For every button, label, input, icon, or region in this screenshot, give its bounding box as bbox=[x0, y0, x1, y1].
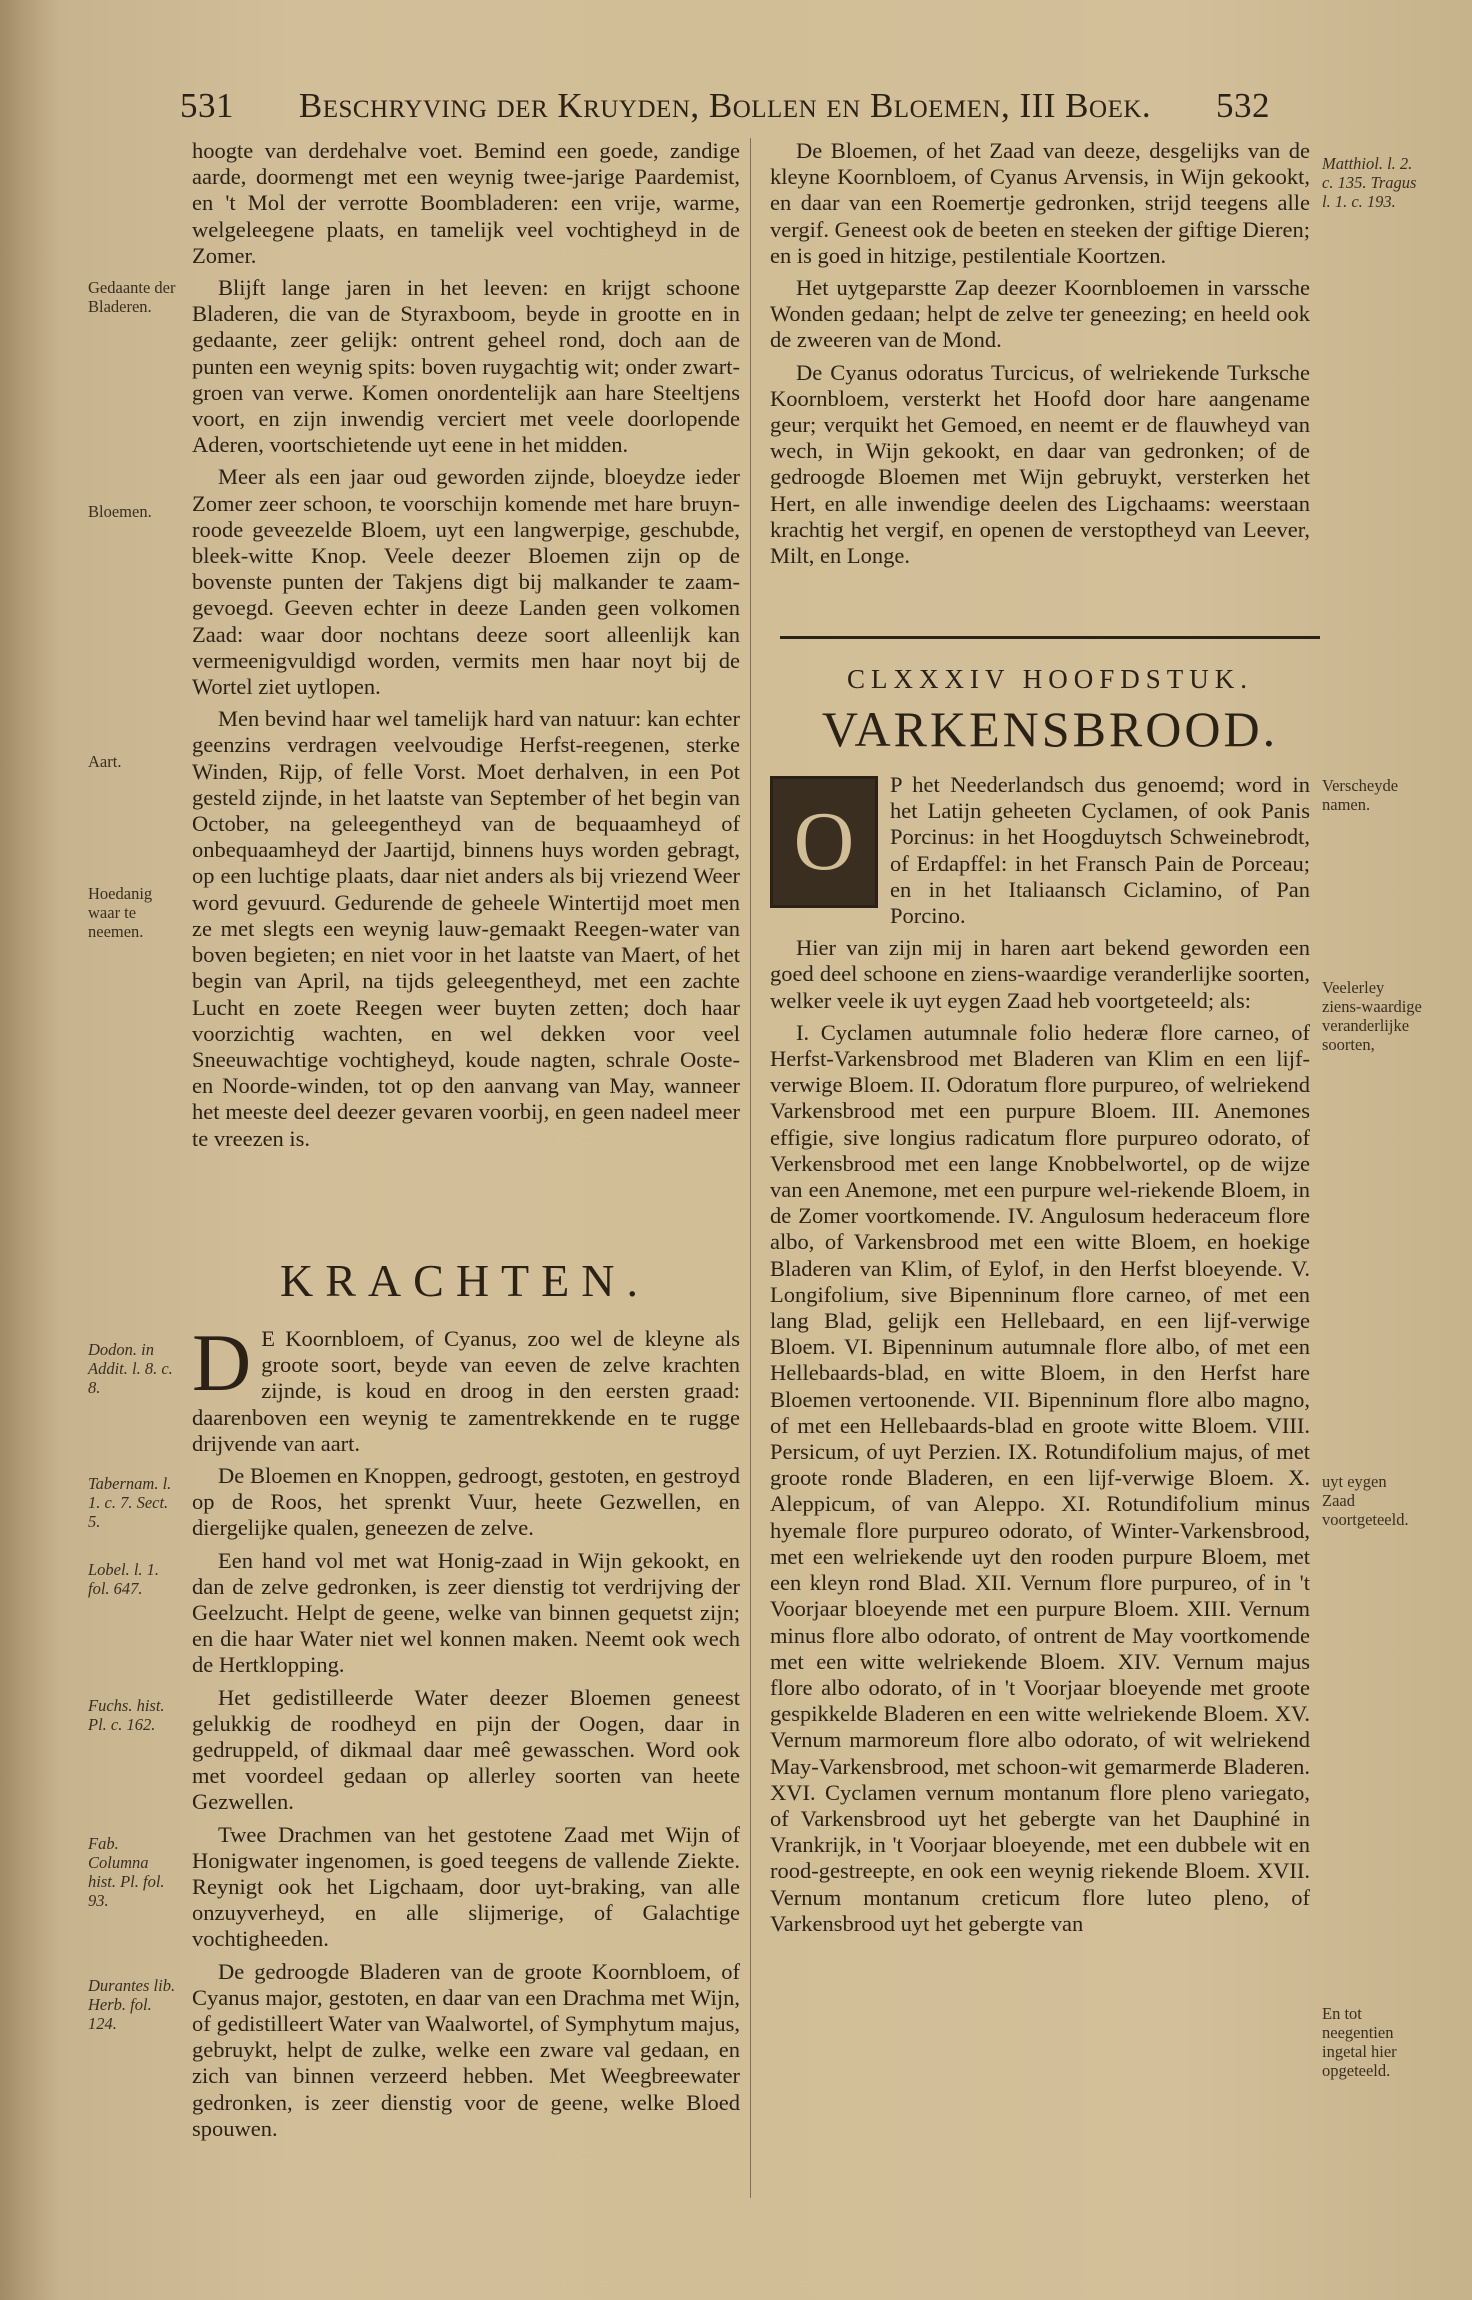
paragraph: hoogte van derdehalve voet. Bemind een goede, zandige aarde, doormengt met een weynig twee-jarige Paardemist, en 't Mol der verrotte Boombladeren: een vrije, warme, welgeleegene plaats, en tamelijk veel vochtigheyd in de Zomer. bbox=[192, 138, 740, 268]
running-title: Beschryving der Kruyden, Bollen en Bloemen, III Boek. bbox=[298, 86, 1152, 125]
paragraph: Het gedistilleerde Water deezer Bloemen geneest gelukkig de roodheyd en pijn der Oogen, daar in gedruppeld, of dikmaal daar meê gewasschen. Word ook met voordeel gedaan op allerley soorten van heete Gezwellen. bbox=[192, 1684, 740, 1815]
paragraph: Twee Drachmen van het gestotene Zaad met Wijn of Honigwater ingenomen, is goed teegens de vallende Ziekte. Reynigt ook het Ligchaam, door uyt-braking, van alle onzuyverheyd, en alle slijmerige, of Galachtige vochtigheeden. bbox=[192, 1821, 740, 1952]
citation-note: Lobel. l. 1. fol. 647. bbox=[88, 1560, 160, 1598]
section-heading-krachten: KRACHTEN. bbox=[280, 1255, 650, 1306]
citation-note: Fab. Columna hist. Pl. fol. 93. bbox=[88, 1834, 165, 1910]
margin-note: Bloemen. bbox=[88, 502, 152, 521]
citation-note: Dodon. in Addit. l. 8. c. 8. bbox=[88, 1340, 173, 1397]
column-divider bbox=[750, 138, 751, 2198]
drop-cap: D bbox=[192, 1317, 252, 1408]
paragraph: Men bevind haar wel tamelijk hard van natuur: kan echter geenzins verdragen veelvoudige Herfst-reegenen, sterke Winden, Rijp, of felle Vorst. Moet derhalven, in een Pot gesteld zijnde, in het laatste van September of het begin van October, na geleegentheyd van de bequaamheyd of onbequaamheyd der Jaartijd, binnens huys worden gebragt, op een luchtige plaats, daar niet anders als bij vriezend Weer word gevuurd. Gedurende de geheele Wintertijd moet men ze met slegts een weynig lauw-gemaakt Reegen-water van boven begieten; en niet voor in het laatste van Maert, of het begin van April, na tijds geleegentheyd, met een zachte Lucht en zoete Reegen weer buyten zetten; doch haar voorzichtig wachten, en wel dekken voor veel Sneeuwachtige vochtigheyd, koude nagten, schrale Ooste- en Noorde-winden, tot op den aanvang van May, wanneer het meeste deel deezer gevaren voorbij, en geen nadeel meer te vreezen is. bbox=[192, 706, 740, 1151]
margin-note: Hoedanig waar te neemen. bbox=[88, 884, 153, 941]
paragraph: De Bloemen en Knoppen, gedroogt, gestoten, en gestroyd op de Roos, het sprenkt Vuur, heete Gezwellen, en diergelijke qualen, geneezen de zelve. bbox=[192, 1463, 740, 1541]
paragraph: Hier van zijn mij in haren aart bekend geworden een goed deel schoone en ziens-waardige veranderlijke soorten, welker veele ik uyt eygen Zaad heb voortgeteeld; als: bbox=[770, 935, 1310, 1013]
right-page-number: 532 bbox=[1216, 86, 1270, 125]
ornamental-drop-cap: O bbox=[770, 776, 878, 908]
citation-note: Durantes lib. Herb. fol. 124. bbox=[88, 1976, 176, 2033]
running-header bbox=[180, 86, 1270, 138]
krachten-text bbox=[192, 1317, 740, 2148]
paragraph: De Cyanus odoratus Turcicus, of welriekende Turksche Koornbloem, versterkt het Hoofd door hare aangename geur; verquikt het Gemoed, en neemt er de flauwheyd van wech, in Wijn gekookt, en daar van gedronken; of de gedroogde Bloemen met Wijn gebruykt, versterken het Hert, en alle inwendige deelen des Ligchaams: weerstaan krachtig het vergif, en openen de verstoptheyd van Leever, Milt, en Longe. bbox=[770, 359, 1310, 569]
paragraph: Meer als een jaar oud geworden zijnde, bloeydze ieder Zomer zeer schoon, te voorschijn komende met hare bruyn-roode geveezelde Bloem, uyt een langwerpige, geschubde, bleek-witte Knop. Veele deezer Bloemen zijn op de bovenste punten der Takjens digt bij malkander te zaam-gevoegd. Geeven echter in deeze Landen geen volkomen Zaad: waar door nochtans deeze soort alleenlijk kan vermeenigvuldigd worden, vermits men haar noyt bij de Wortel ziet uytlopen. bbox=[192, 464, 740, 700]
paragraph: E Koornbloem, of Cyanus, zoo wel de kleyne als groote soort, beyde van eeven de zelve krachten zijnde, is koud en droog in den eersten graad: daarenboven een weynig te zamentrekkende en te rugge drijvende van aart. bbox=[192, 1326, 740, 1456]
citation-note: Matthiol. l. 2. c. 135. Tragus l. 1. c. 193. bbox=[1322, 154, 1417, 211]
margin-note: Verscheyde namen. bbox=[1322, 776, 1399, 814]
citation-note: Fuchs. hist. Pl. c. 162. bbox=[88, 1696, 165, 1734]
paragraph: Het uytgeparstte Zap deezer Koornbloemen in varssche Wonden gedaan; helpt de zelve ter geneezing; en heeld ook de zweeren van de Mond. bbox=[770, 275, 1310, 353]
chapter-rule bbox=[780, 636, 1320, 639]
right-text-top bbox=[770, 138, 1310, 575]
margin-note: En tot neegentien ingetal hier opgeteeld. bbox=[1322, 2004, 1397, 2080]
margin-note: uyt eygen Zaad voortgeteeld. bbox=[1322, 1472, 1409, 1529]
chapter-number: CLXXXIV HOOFDSTUK. bbox=[846, 664, 1253, 694]
paragraph: Een hand vol met wat Honig-zaad in Wijn gekookt, en dan de zelve gedronken, is zeer dienstig tot verdrijving der Geelzucht. Helpt de geene, welke van binnen gequetst zijn; en die haar Water niet wel konnen maken. Neemt ook wech de Hertklopping. bbox=[192, 1547, 740, 1678]
paragraph: De Bloemen, of het Zaad van deeze, desgelijks van de kleyne Koornbloem, of Cyanus Arvensis, in Wijn gekookt, en daar van een Roemertje gedronken, strijd teegens alle vergif. Geneest ook de beeten en steeken der giftige Dieren; en is goed in hitzige, pestilentiale Koortzen. bbox=[770, 138, 1310, 268]
left-text-top bbox=[192, 138, 740, 1158]
margin-note: Veelerley ziens-waardige veranderlijke soorten, bbox=[1322, 978, 1422, 1054]
chapter-text bbox=[770, 772, 1310, 1943]
paragraph: De gedroogde Bladeren van de groote Koornbloem, of Cyanus major, gestoten, en daar van een Drachma met Wijn, of gedistilleert Water van Waalwortel, of Symphytum majus, gebruykt, helpt de zulke, welke een zware val gedaan, en zich van binnen verzeerd hebben. Met Weegbreewater gedronken, is zeer dienstig voor de geene, welke Bloed spouwen. bbox=[192, 1958, 740, 2141]
citation-note: Tabernam. l. 1. c. 7. Sect. 5. bbox=[88, 1474, 172, 1531]
paragraph: Blijft lange jaren in het leeven: en krijgt schoone Bladeren, die van de Styraxboom, beyde in grootte en in gedaante, zeer gelijk: ontrent geheel rond, doch aan de punten een weynig spits: boven ruygachtig wit; onder zwart-groen van verwe. Komen onordentelijk aan hare Steeltjens voort, en zijn inwendig verciert met veele doorlopende Aderen, voortschietende uyt eene in het midden. bbox=[192, 275, 740, 458]
left-page-number: 531 bbox=[180, 86, 234, 125]
paragraph: I. Cyclamen autumnale folio hederæ flore carneo, of Herfst-Varkensbrood met Bladeren van Klim en een lijf-verwige Bloem. II. Odoratum flore purpureo, of welriekend Varkensbrood met een purpure Bloem. III. Anemones effigie, sive longius radicatum flore purpureo odorato, of Verkensbrood met een lange Knobbelwortel, op de wijze van een Anemone, met een purpure wel-riekende Bloem, in de Zomer voortkomende. IV. Angulosum hederaceum flore albo, of Varkensbrood met een witte Bloem, en hoekige Bladeren van Klim, of Eylof, in den Herfst bloeyende. V. Longifolium, sive Bipenninum flore carneo, of met een lang Blad, gelijk een Hellebaard, en een lijf-verwige Bloem. VI. Bipenninum autumnale flore albo, of met een Hellebaards-blad, en witte Bloem, in den Herfst hare Bloemen vertoonende. VII. Bipenninum flore albo magno, of met een Hellebaards-blad en groote witte Bloem. VIII. Persicum, of uyt Perzien. IX. Rotundifolium majus, of met groote ronde Bladeren, en een lijf-verwige Bloem. X. Aleppicum, of van Aleppo. XI. Rotundifolium minus hyemale flore purpureo odorato, of Winter-Varkensbrood, met een welriekende uyt den rooden purpure Bloem, met een kleyn rond Blad. XII. Vernum flore purpureo, of in 't Voorjaar bloeyende met een purpure Bloem. XIII. Vernum minus flore albo odorato, of ontrent de May voortkomende met een witte welriekende Bloem. XIV. Vernum majus flore albo odorato, of in 't Voorjaar bloeyende met groote gespikkelde Bladeren en een witte welriekende Bloem. XV. Vernum marmoreum flore albo odorato, of wit welriekend May-Varkensbrood, met schoon-wit gemarmerde Bladeren. XVI. Cyclamen vernum montanum flore pleno variegato, of Varkensbrood uyt het gebergte van het Dauphiné in Vrankrijk, in 't Voorjaar bloeyende, met een dubbele wit en rood-gestreepte, en ook een weynig riekende Bloem. XVII. Vernum montanum creticum flore luteo pleno, of Varkensbrood uyt het gebergte van bbox=[770, 1019, 1310, 1936]
chapter-title: VARKENSBROOD. bbox=[821, 701, 1279, 757]
margin-note: Aart. bbox=[88, 752, 122, 771]
paragraph: P het Neederlandsch dus genoemd; word in het Latijn geheeten Cyclamen, of ook Panis Porcinus: in het Hoogduytsch Schweinebrodt, of Erdapffel: in het Fransch Pain de Porceau; en in het Italiaansch Ciclamino, of Pan Porcino. bbox=[890, 772, 1310, 929]
margin-note: Gedaante der Bladeren. bbox=[88, 278, 176, 316]
